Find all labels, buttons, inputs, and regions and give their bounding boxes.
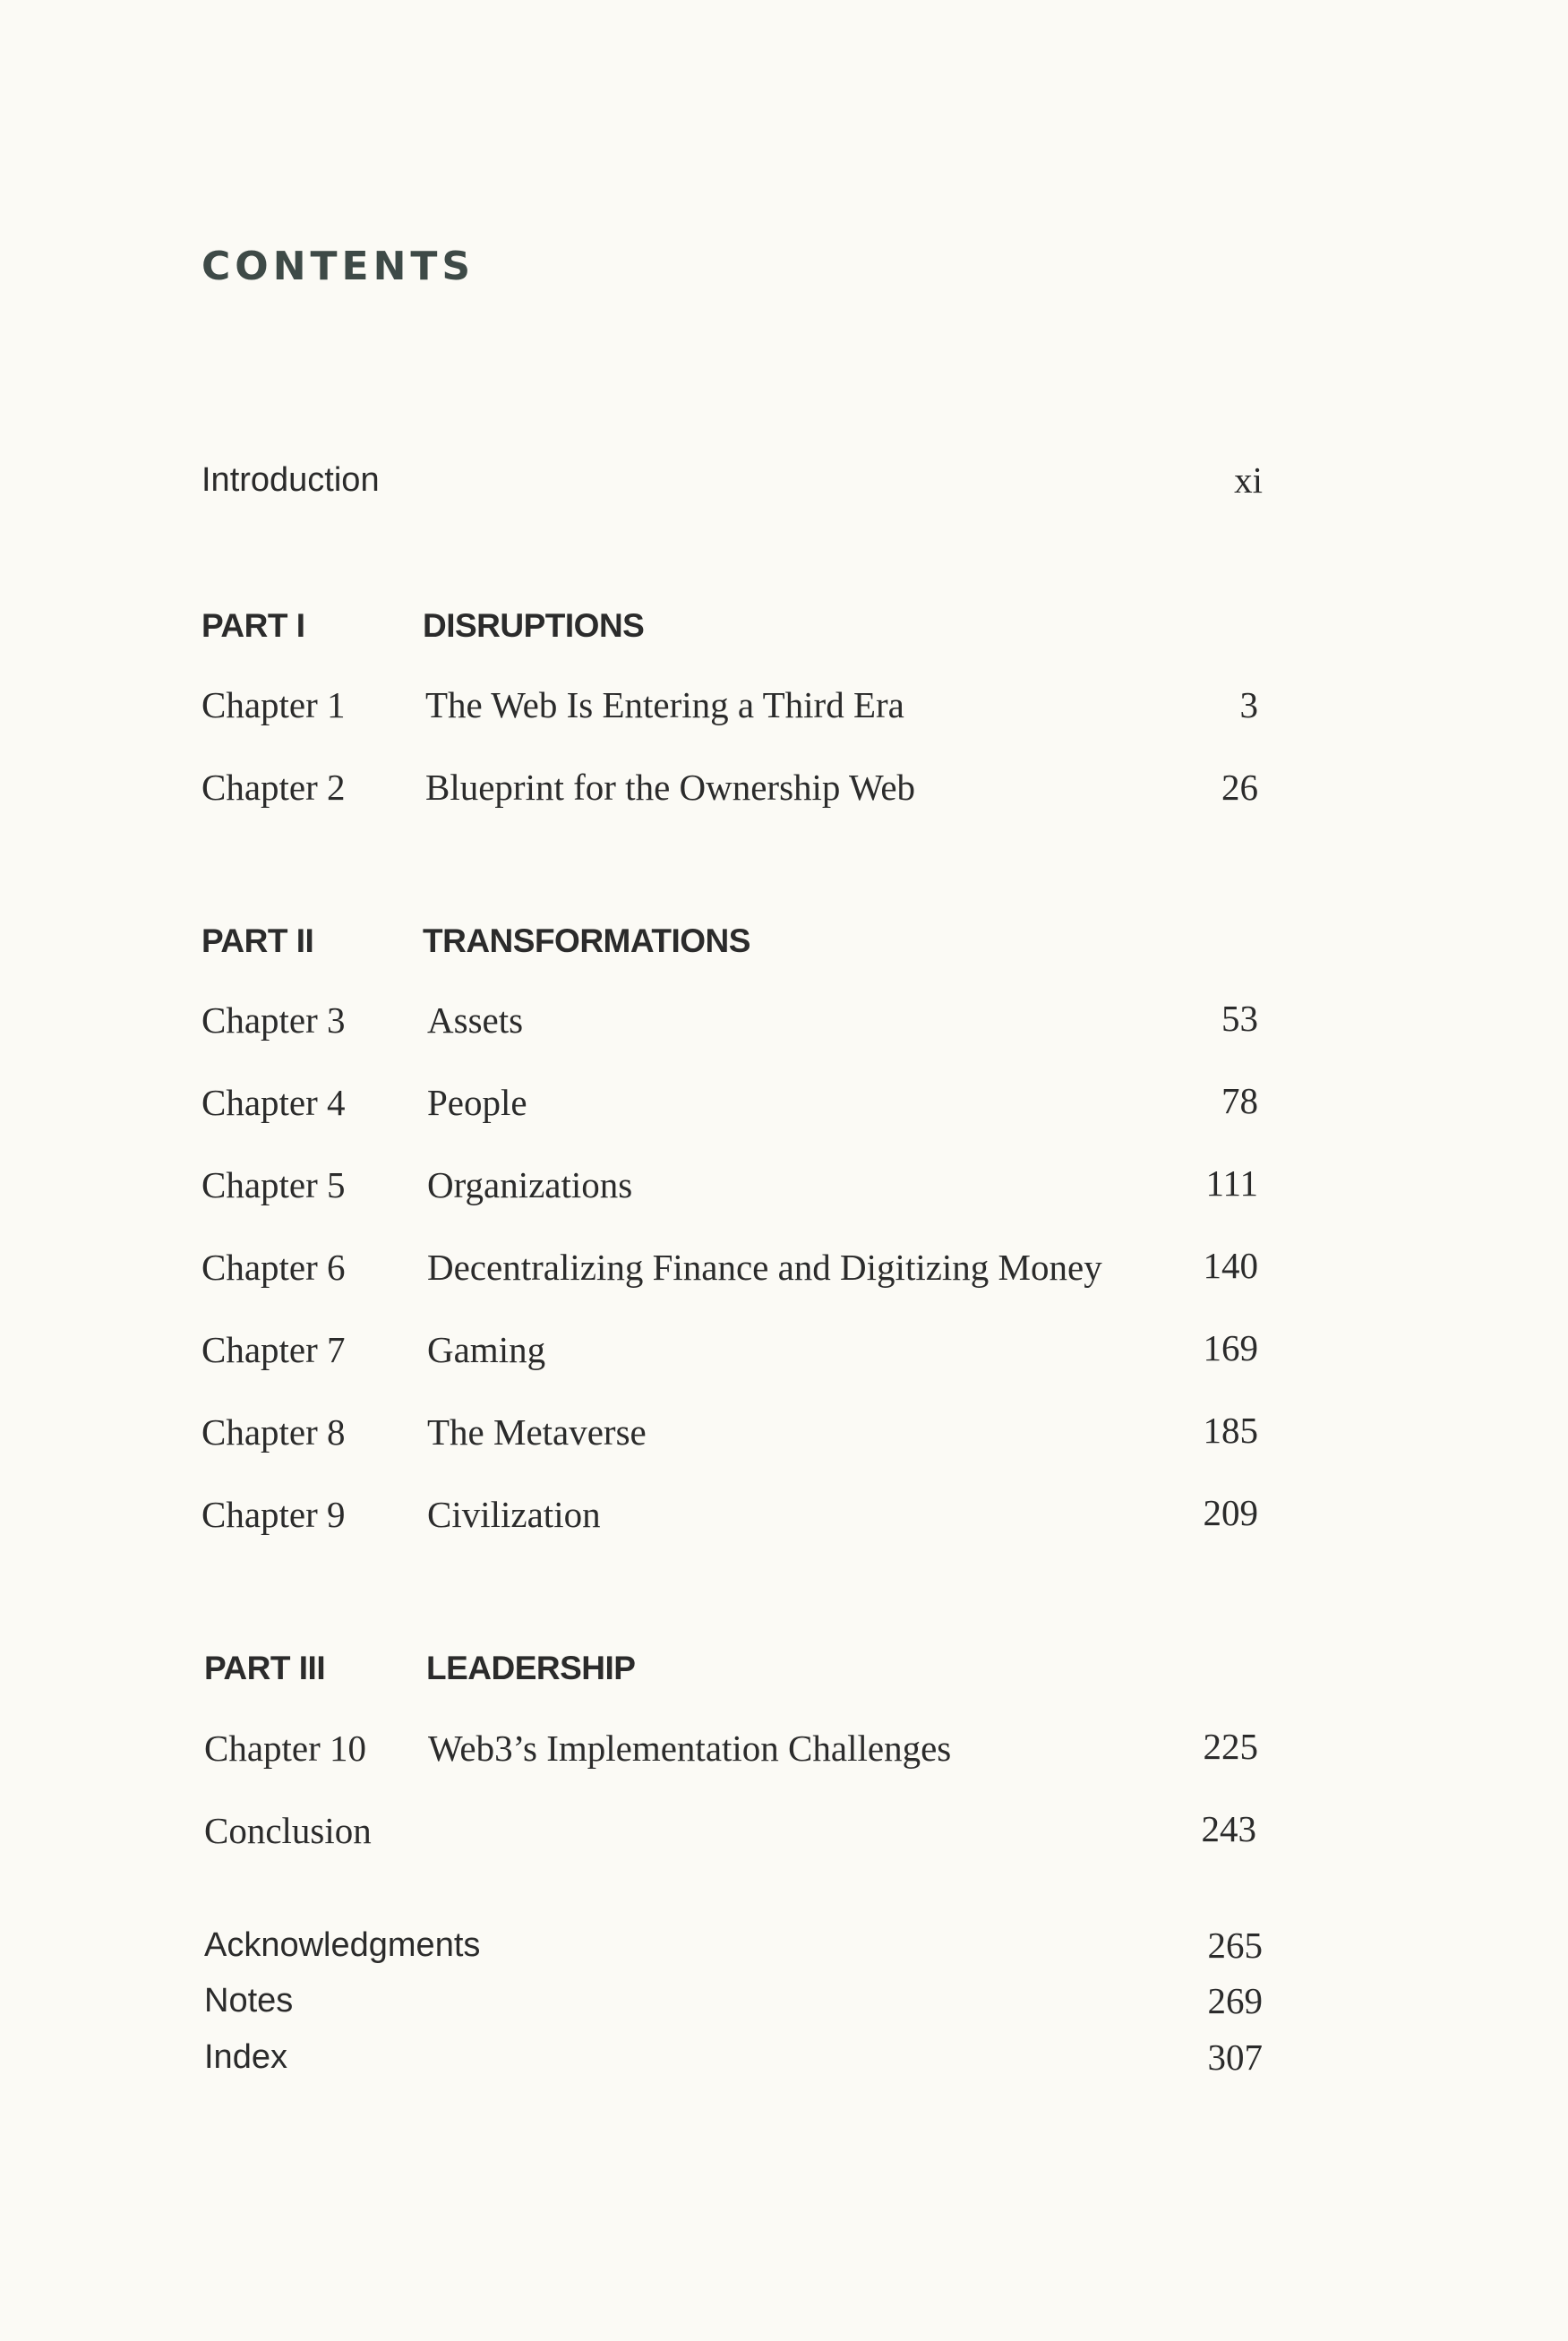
chapter-label: Chapter 1 bbox=[201, 684, 346, 725]
entry-label: Notes bbox=[204, 1982, 294, 2019]
chapter-label: Chapter 6 bbox=[201, 1247, 346, 1288]
entry-page: 265 bbox=[1207, 1925, 1263, 1966]
chapter-label: Chapter 10 bbox=[204, 1728, 367, 1769]
chapter-title: Decentralizing Finance and Digitizing Money bbox=[427, 1247, 1102, 1288]
chapter-title: Civilization bbox=[427, 1494, 601, 1535]
contents-heading: CONTENTS bbox=[201, 244, 476, 289]
part-title: TRANSFORMATIONS bbox=[423, 922, 750, 959]
entry-page: xi bbox=[1234, 459, 1263, 501]
chapter-title: The Metaverse bbox=[427, 1411, 647, 1453]
part-label: PART I bbox=[201, 607, 305, 644]
chapter-page: 225 bbox=[1203, 1726, 1258, 1767]
chapter-page: 26 bbox=[1221, 767, 1258, 808]
chapter-label: Chapter 8 bbox=[201, 1411, 346, 1453]
chapter-label: Chapter 7 bbox=[201, 1329, 346, 1370]
chapter-label: Chapter 5 bbox=[201, 1164, 346, 1205]
entry-page: 307 bbox=[1207, 2037, 1263, 2078]
chapter-title: Organizations bbox=[427, 1164, 633, 1205]
chapter-title: The Web Is Entering a Third Era bbox=[425, 684, 904, 725]
chapter-page: 111 bbox=[1205, 1162, 1258, 1204]
chapter-label: Chapter 2 bbox=[201, 767, 346, 808]
chapter-page: 140 bbox=[1203, 1245, 1258, 1286]
part-title: DISRUPTIONS bbox=[423, 607, 645, 644]
chapter-title: Gaming bbox=[427, 1329, 546, 1370]
entry-page: 269 bbox=[1207, 1980, 1263, 2021]
chapter-label: Chapter 9 bbox=[201, 1494, 346, 1535]
chapter-page: 209 bbox=[1203, 1492, 1258, 1533]
chapter-page: 169 bbox=[1203, 1327, 1258, 1368]
part-title: LEADERSHIP bbox=[426, 1650, 636, 1686]
chapter-page: 243 bbox=[1201, 1808, 1256, 1849]
chapter-page: 3 bbox=[1239, 684, 1258, 725]
chapter-page: 78 bbox=[1221, 1080, 1258, 1121]
chapter-label: Chapter 4 bbox=[201, 1082, 346, 1123]
entry-label: Introduction bbox=[201, 461, 380, 499]
chapter-page: 185 bbox=[1203, 1410, 1258, 1451]
entry-label: Index bbox=[204, 2038, 287, 2076]
chapter-title: Blueprint for the Ownership Web bbox=[425, 767, 916, 808]
entry-label: Acknowledgments bbox=[204, 1926, 481, 1964]
part-label: PART II bbox=[201, 922, 314, 959]
chapter-title: People bbox=[427, 1082, 527, 1123]
chapter-label: Chapter 3 bbox=[201, 999, 346, 1041]
chapter-label: Conclusion bbox=[204, 1810, 372, 1851]
chapter-title: Web3’s Implementation Challenges bbox=[428, 1728, 952, 1769]
chapter-title: Assets bbox=[427, 999, 524, 1041]
chapter-page: 53 bbox=[1221, 998, 1258, 1039]
part-label: PART III bbox=[204, 1650, 326, 1686]
